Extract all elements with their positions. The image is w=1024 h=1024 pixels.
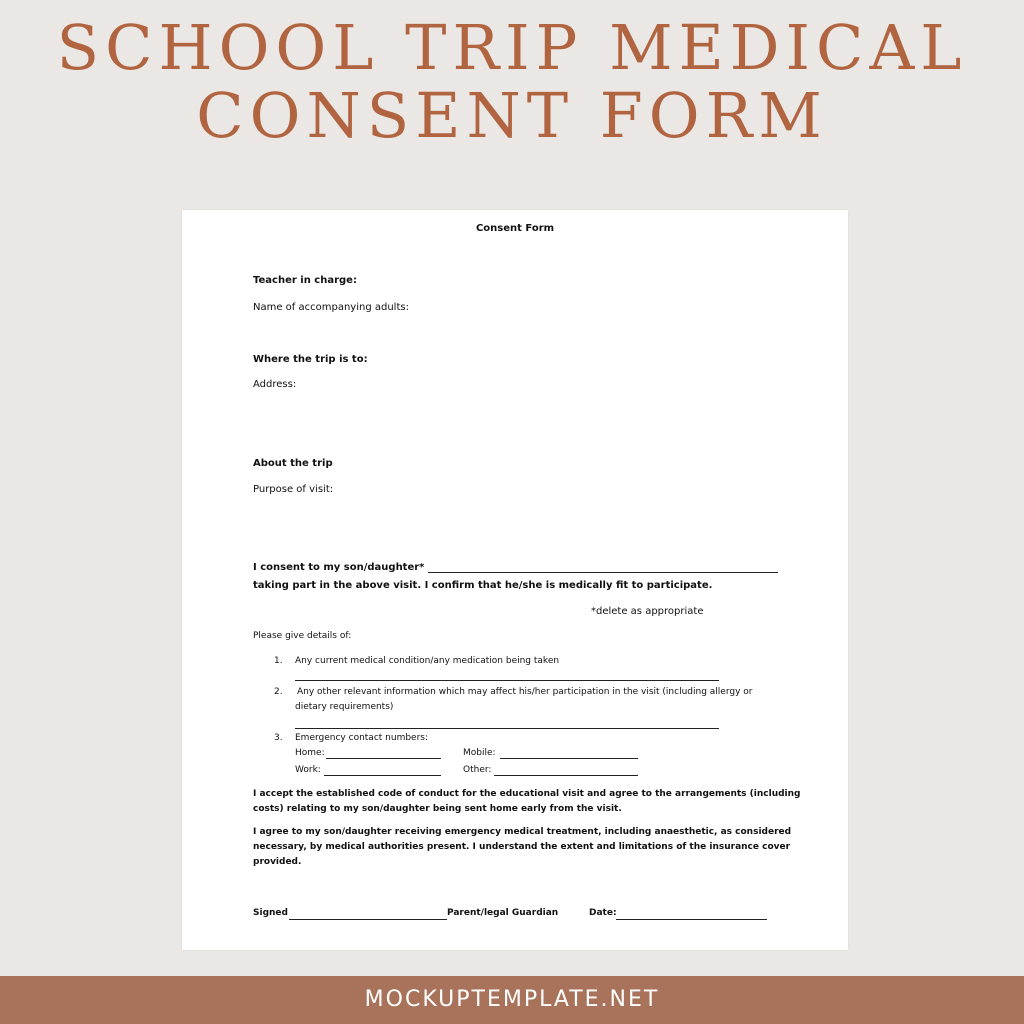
other-line: [494, 775, 638, 776]
headline-line-2: CONSENT FORM: [196, 79, 828, 152]
purpose-label: Purpose of visit:: [253, 484, 334, 495]
date-line: [616, 919, 767, 920]
answer-line: [295, 728, 719, 729]
delete-note: *delete as appropriate: [591, 606, 704, 617]
about-label: About the trip: [253, 458, 333, 469]
form-title: Consent Form: [475, 223, 555, 234]
work-line: [324, 775, 441, 776]
signed-label: Signed: [253, 908, 288, 918]
agree-line-3: provided.: [253, 857, 302, 867]
home-label: Home:: [295, 748, 325, 758]
teacher-label: Teacher in charge:: [253, 275, 357, 286]
home-line: [326, 758, 441, 759]
item-number: 3.: [274, 733, 283, 743]
consent-form-document: [182, 210, 848, 950]
agree-line-2: necessary, by medical authorities present. I understand the extent and limitations of the insurance cover: [253, 842, 791, 852]
mobile-line: [500, 758, 638, 759]
guardian-label: Parent/legal Guardian: [447, 908, 559, 918]
where-label: Where the trip is to:: [253, 354, 368, 365]
consent-line-1: I consent to my son/daughter*: [253, 562, 425, 573]
work-label: Work:: [295, 765, 321, 775]
page-headline: [0, 11, 1024, 152]
answer-line: [295, 680, 719, 681]
date-label: Date:: [589, 908, 617, 918]
mobile-label: Mobile:: [463, 748, 496, 758]
agree-line-1: I agree to my son/daughter receiving emergency medical treatment, including anaesthetic, as considered: [253, 827, 792, 837]
child-name-line: [428, 572, 778, 573]
signature-line: [289, 919, 447, 920]
item-number: 1.: [274, 656, 283, 666]
address-label: Address:: [253, 379, 297, 390]
item-text: Emergency contact numbers:: [295, 733, 429, 743]
item-text-continued: dietary requirements): [295, 702, 394, 712]
other-label: Other:: [463, 765, 492, 775]
headline-line-1: SCHOOL TRIP MEDICAL: [56, 11, 968, 84]
footer-bar: [0, 976, 1024, 1024]
item-number: 2.: [274, 687, 283, 697]
details-label: Please give details of:: [253, 631, 352, 641]
item-text: Any other relevant information which may affect his/her participation in the visit (including allergy or: [297, 687, 753, 697]
item-text: Any current medical condition/any medication being taken: [295, 656, 560, 666]
accept-line-1: I accept the established code of conduct for the educational visit and agree to the arrangements (including: [253, 789, 801, 799]
accept-line-2: costs) relating to my son/daughter being sent home early from the visit.: [253, 804, 622, 814]
consent-line-2: taking part in the above visit. I confirm that he/she is medically fit to participate.: [253, 580, 713, 591]
adults-label: Name of accompanying adults:: [253, 302, 409, 313]
footer-site-text: MOCKUPTEMPLATE.NET: [364, 987, 660, 1012]
